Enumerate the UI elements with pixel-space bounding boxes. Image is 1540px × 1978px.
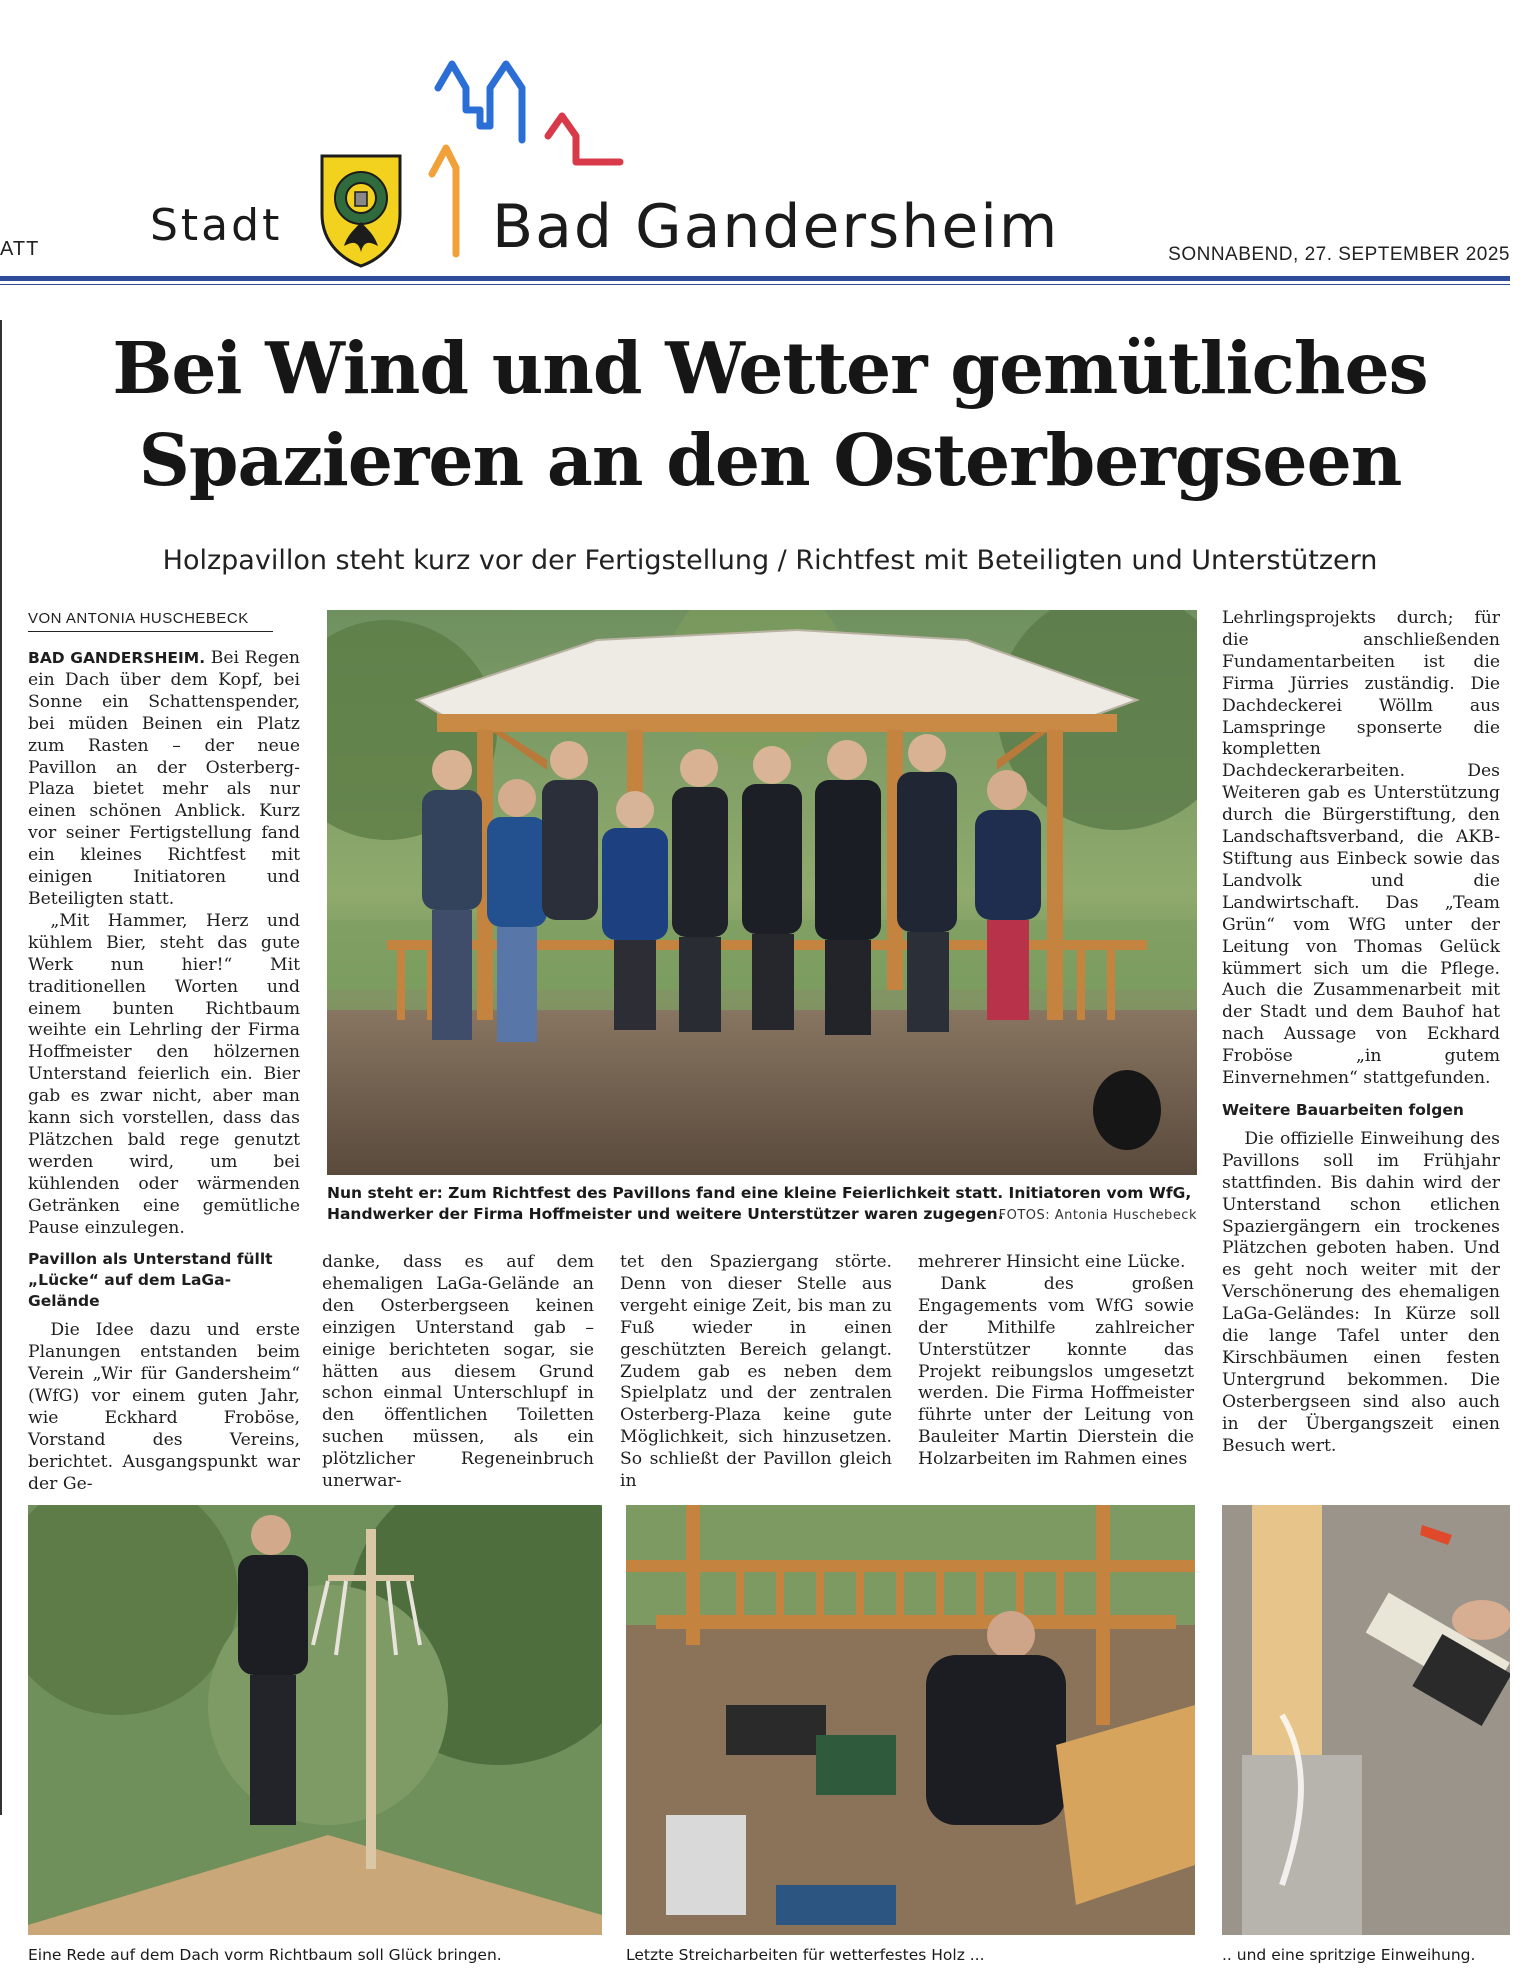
column-5	[1222, 608, 1500, 1458]
masthead-rule	[0, 276, 1510, 281]
masthead-city-name: Bad Gandersheim	[492, 192, 1060, 262]
photo-credit: FOTOS: Antonia Huschebeck	[998, 1208, 1197, 1223]
caption-richtbaum: Eine Rede auf dem Dach vorm Richtbaum soll Glück bringen.	[28, 1946, 502, 1964]
crosshead-1: Pavillon als Unterstand füllt „Lücke“ auf dem LaGa-Gelände	[28, 1250, 273, 1311]
paragraph-5: Die offizielle Einweihung des Pavillons soll im Frühjahr stattfinden. Bis dahin wird der Unterstand schon etlichen Spaziergängern ein trockenes Plätzchen geboten haben. Und es geht noch weiter mit der Verschönerung des ehemaligen LaGa-Geländes: In Kürze soll die lange Tafel unter den Kirschbäumen einen festen Untergrund bekommen. Die Osterbergseen sind also auch in der Übergangszeit einen Besuch wert.	[1222, 1128, 1500, 1456]
paragraph-3-part-4: mehrerer Hinsicht eine Lücke.	[918, 1252, 1186, 1272]
photo-richtbaum	[28, 1505, 602, 1935]
photo-streicharbeiten	[626, 1505, 1195, 1935]
column-3	[620, 1252, 892, 1493]
subheadline: Holzpavillon steht kurz vor der Fertigstellung / Richtfest mit Beteiligten und Unterstützern	[162, 545, 1378, 576]
headline-line-2: Spazieren an den Osterbergseen	[138, 418, 1402, 502]
masthead-stadt: Stadt	[150, 200, 283, 251]
column-1	[28, 648, 300, 1496]
paragraph-3-part-2: danke, dass es auf dem ehemaligen LaGa-Gelände an den Osterbergseen keinen einzigen Unterstand gab – einige berichteten sogar, sie hätten aus diesem Grund schon einmal Unterschlupf in den öffentlichen Toiletten suchen müssen, als ein plötzlicher Regeneinbruch unerwar-	[322, 1252, 594, 1492]
masthead-rule-thin	[0, 284, 1510, 285]
paragraph-1	[28, 648, 300, 911]
photo-einweihung	[1222, 1505, 1510, 1935]
main-photo-caption-text: Nun steht er: Zum Richtfest des Pavillons fand eine kleine Feierlichkeit statt. Initiatoren vom WfG, Handwerker der Firma Hoffmeister und weitere Unterstützer waren zugegen.	[327, 1184, 1192, 1223]
crosshead-2: Weitere Bauarbeiten folgen	[1222, 1100, 1464, 1119]
paragraph-4-part-1: Dank des großen Engagements vom WfG sowie der Mithilfe zahlreicher Unterstützer konnte das Projekt reibungslos umgesetzt werden. Die Firma Hoffmeister führte unter der Leitung von Bauleiter Martin Dierstein die Holzarbeiten im Rahmen eines	[918, 1273, 1194, 1470]
byline: VON ANTONIA HUSCHEBECK	[28, 610, 249, 627]
paragraph-3-part-3: tet den Spaziergang störte. Denn von dieser Stelle aus vergeht einige Zeit, bis man zu Fuß wieder in einen geschützten Bereich gelangt. Zudem gab es neben dem Spielplatz und der zentralen Osterberg-Plaza keine gute Möglichkeit, sich hinzusetzen. So schließt der Pavillon gleich in	[620, 1252, 892, 1492]
paragraph-2: „Mit Hammer, Herz und kühlem Bier, steht das gute Werk nun hier!“ Mit traditionellen Worten und einem bunten Richtbaum weihte ein Lehrling der Firma Hoffmeister den hölzernen Unterstand feierlich ein. Bier gab es zwar nicht, aber man kann sich vorstellen, dass das Plätzchen bald rege genutzt werden wird, um bei kühlenden oder wärmenden Getränken eine gemütliche Pause einzulegen.	[28, 910, 300, 1238]
caption-streicharbeiten: Letzte Streicharbeiten für wetterfestes Holz ...	[626, 1946, 985, 1964]
paragraph-3-part-1: Die Idee dazu und erste Planungen entstanden beim Verein „Wir für Gandersheim“ (WfG) vor einem guten Jahr, wie Eckhard Froböse, Vorstand des Vereins, berichtet. Ausgangspunkt war der Ge-	[28, 1320, 300, 1494]
dateline: BAD GANDERSHEIM.	[28, 649, 206, 667]
paragraph-4-part-2: Lehrlingsprojekts durch; für die anschließenden Fundamentarbeiten ist die Firma Jürries zuständig. Die Dachdeckerei Wöllm aus Lamspringe sponserte die kompletten Dachdeckerarbeiten. Des Weiteren gab es Unterstützung durch die Bürgerstiftung, den Landschaftsverband, die AKB-Stiftung aus Einbeck sowie das Landvolk und die Landwirtschaft. Das „Team Grün“ vom WfG unter der Leitung von Thomas Gelück kümmert sich um die Pflege. Auch die Zusammenarbeit mit der Stadt und dem Bauhof hat nach Aussage von Eckhard Froböse „in gutem Einvernehmen“ stattgefunden.	[1222, 608, 1500, 1089]
coat-of-arms-icon	[318, 152, 404, 268]
page-left-rule	[0, 320, 2, 1815]
caption-einweihung: .. und eine spritzige Einweihung.	[1222, 1946, 1476, 1964]
headline	[30, 322, 1510, 506]
byline-rule	[28, 631, 273, 632]
main-photo	[327, 610, 1197, 1175]
column-4	[918, 1252, 1194, 1471]
edge-section-tag: ATT	[0, 238, 40, 260]
paragraph-1-text: Bei Regen ein Dach über dem Kopf, bei Sonne ein Schattenspender, bei müden Beinen ein Platz zum Rasten – der neue Pavillon an der Osterberg-Plaza bietet mehr als nur einen schönen Anblick. Kurz vor seiner Fertigstellung fand ein kleines Richtfest mit einigen Initiatoren und Beteiligten statt.	[28, 648, 300, 909]
column-2	[322, 1252, 594, 1493]
headline-line-1: Bei Wind und Wetter gemütliches	[112, 326, 1428, 410]
issue-date: SONNABEND, 27. SEPTEMBER 2025	[1168, 244, 1510, 265]
